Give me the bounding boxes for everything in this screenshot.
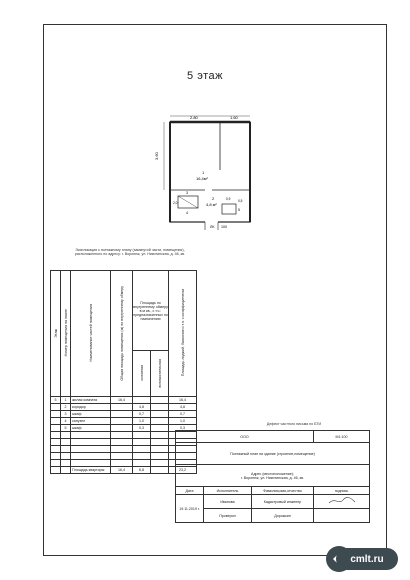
dim-left: 3.60 xyxy=(154,152,159,160)
stamp-address-label: Адрес (местоположение): xyxy=(251,471,294,476)
stamp-code: М1:100 xyxy=(314,431,370,443)
table-row: 2 коридор 4,8 4,8 xyxy=(51,404,197,411)
hdr-area-group: Площадь по внутреннему обмеру в м кв., с т.ч.: предназначенных по назначению xyxy=(133,271,169,351)
explication-title: Экспликация к поэтажному плану (замкнутой части, помещения), расположенного по адресу: г. Воронеж, ул. Никитинская, д. 46, кв. xyxy=(74,248,186,257)
hdr-total-area: Общая площадь помещения (м) по внутреннему обмеру xyxy=(111,271,133,397)
total-total: 16,4 xyxy=(111,467,133,474)
stamp-checker: Дорожкин xyxy=(252,509,314,523)
col-fio: Фамилия,имя,отчество xyxy=(252,487,314,495)
total-balcony: 23,2 xyxy=(169,467,197,474)
stamp-checked: Проверил xyxy=(204,509,252,523)
hdr-living: основная xyxy=(133,351,151,397)
plan-label-c: 0,5 xyxy=(238,199,243,203)
dim-top-left: 2.80 xyxy=(190,115,198,120)
stamp-org: ООО xyxy=(176,431,314,443)
signature-1 xyxy=(314,495,370,509)
room3-label: 3 xyxy=(186,191,188,195)
signature-scribble xyxy=(327,496,357,506)
plan-label-a: 2,0 xyxy=(173,201,178,205)
col-executor: Исполнитель xyxy=(204,487,252,495)
watermark: cmlt.ru xyxy=(336,548,398,570)
stamp-address xyxy=(176,465,370,487)
room1-number: 1 xyxy=(202,170,205,175)
hdr-balcony: Площадь лоджий, балконов и т.п. с коэффициентом xyxy=(169,271,197,397)
room2-area: 4,8 м² xyxy=(206,202,217,207)
table-row: 5 шкаф 0,3 0,3 xyxy=(51,425,197,432)
hdr-floor: Этаж xyxy=(51,271,61,397)
room2-number: 2 xyxy=(212,196,215,201)
hdr-aux: вспомогательная xyxy=(151,351,169,397)
col-signature: подпись xyxy=(314,487,370,495)
room4-label: 4 xyxy=(186,211,188,215)
total-label: Площадь квартиры: xyxy=(71,467,111,474)
floor-plan xyxy=(150,112,270,237)
title-block-header: Дефект частного письма по БТИ xyxy=(266,422,322,426)
table-row: 4 санузел 1,0 1,0 xyxy=(51,418,197,425)
stamp-address-value: г. Воронеж, ул. Никитинская, д. 46, кв. xyxy=(240,475,305,480)
plan-label-b: 0,9 xyxy=(226,197,231,201)
door-label: 100 xyxy=(221,225,227,229)
total-main: 6,8 xyxy=(133,467,151,474)
stair-label: ЛК xyxy=(210,225,215,229)
stamp-description: Поэтажный план на здание (строение,помещение) xyxy=(176,443,370,465)
hdr-part-name: Наименование частей помещения xyxy=(71,271,111,397)
stamp-role: Кадастровый инженер xyxy=(252,495,314,509)
stamp-executor: Иванова xyxy=(204,495,252,509)
apartment-outline xyxy=(170,122,250,222)
room1-area: 16,4м² xyxy=(196,176,208,181)
col-date: Дата xyxy=(176,487,204,495)
hdr-room-no: Номер помещения на плане xyxy=(61,271,71,397)
closet-block xyxy=(222,204,236,214)
table-row: 5 1 жилая комната 16,4 16,4 xyxy=(51,397,197,404)
stamp-date: 19.11.2019 г. xyxy=(176,495,204,523)
dim-top-right: 1.60 xyxy=(230,115,238,120)
table-row: 3 шкаф 0,7 0,7 xyxy=(51,411,197,418)
room5-label: 5 xyxy=(238,208,240,212)
floor-title: 5 этаж xyxy=(187,70,223,82)
